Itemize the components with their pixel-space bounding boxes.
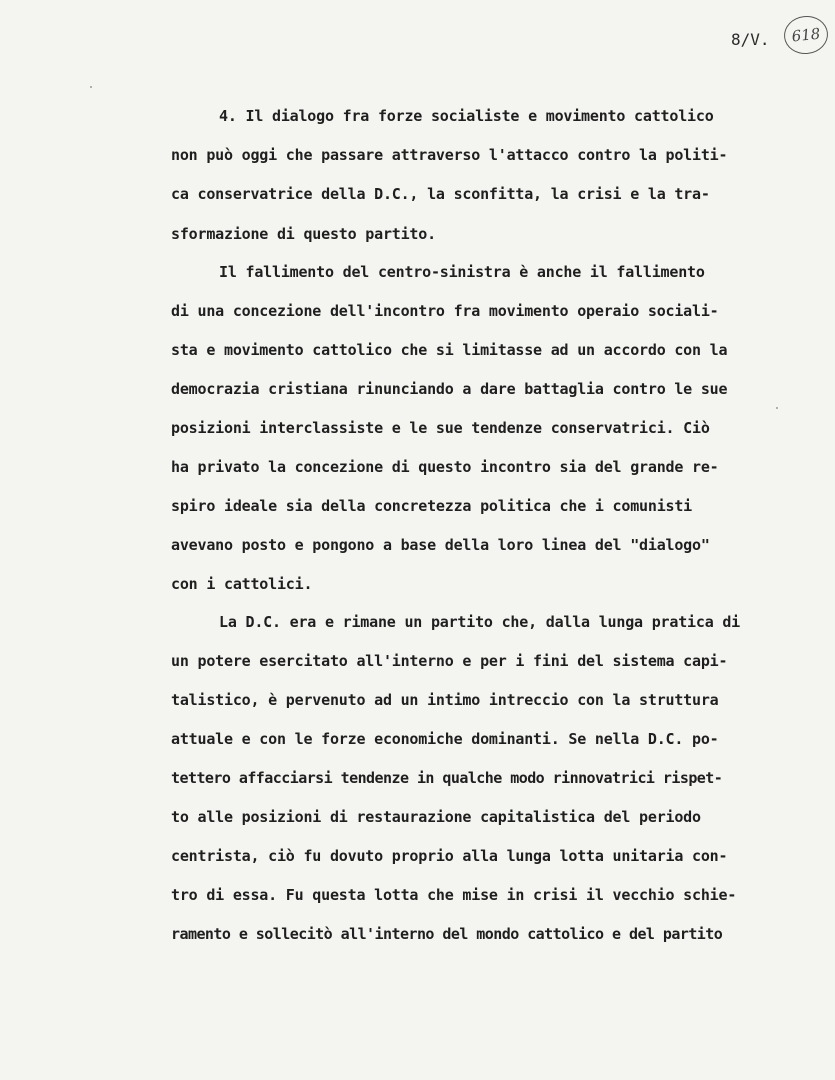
paper-speck (90, 86, 92, 88)
text-line: to alle posizioni di restaurazione capitalistica del periodo (171, 808, 701, 826)
text-line: ramento e sollecitò all'interno del mondo cattolico e del partito (171, 925, 723, 943)
text-line: avevano posto e pongono a base della loro linea del "dialogo" (171, 536, 710, 554)
text-line: talistico, è pervenuto ad un intimo intreccio con la struttura (171, 691, 719, 709)
text-line: ha privato la concezione di questo incontro sia del grande re- (171, 458, 719, 476)
text-line: un potere esercitato all'interno e per i fini del sistema capi- (171, 652, 728, 670)
text-line: democrazia cristiana rinunciando a dare battaglia contro le sue (171, 380, 728, 398)
text-line: spiro ideale sia della concretezza politica che i comunisti (171, 497, 693, 515)
text-line: La D.C. era e rimane un partito che, dalla lunga pratica di (219, 613, 741, 631)
archive-stamp: 618 (782, 14, 830, 56)
text-line: 4. Il dialogo fra forze socialiste e movimento cattolico (219, 107, 714, 125)
text-line: Il fallimento del centro-sinistra è anche il fallimento (219, 263, 705, 281)
text-line: attuale e con le forze economiche dominanti. Se nella D.C. po- (171, 730, 719, 748)
text-line: di una concezione dell'incontro fra movimento operaio sociali- (171, 302, 719, 320)
text-line: sformazione di questo partito. (171, 225, 436, 243)
text-line: tettero affacciarsi tendenze in qualche modo rinnovatrici rispet- (171, 769, 723, 787)
text-line: non può oggi che passare attraverso l'attacco contro la politi- (171, 146, 728, 164)
text-line: sta e movimento cattolico che si limitasse ad un accordo con la (171, 341, 728, 359)
text-line: ca conservatrice della D.C., la sconfitta, la crisi e la tra- (171, 185, 710, 203)
text-line: posizioni interclassiste e le sue tendenze conservatrici. Ciò (171, 419, 710, 437)
text-line: tro di essa. Fu questa lotta che mise in crisi il vecchio schie- (171, 886, 737, 904)
paper-speck (776, 407, 778, 409)
text-line: centrista, ciò fu dovuto proprio alla lunga lotta unitaria con- (171, 847, 728, 865)
text-line: con i cattolici. (171, 575, 313, 593)
page-number: 8/V. (731, 30, 770, 49)
